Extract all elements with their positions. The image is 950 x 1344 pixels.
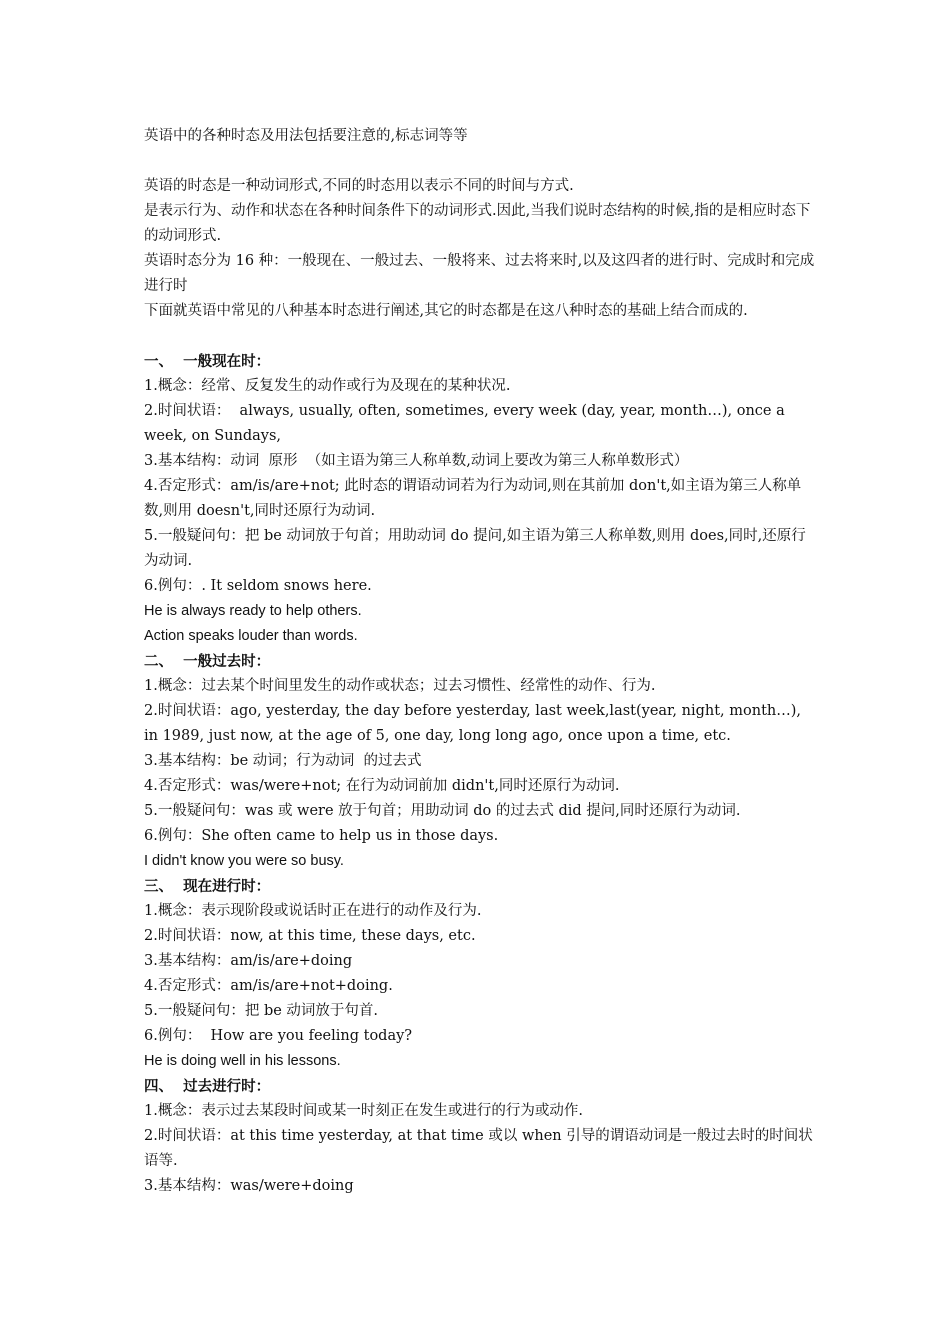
section-line: 6.例句： How are you feeling today? bbox=[144, 1028, 413, 1044]
section-line: 5.一般疑问句：把 be 动词放于句首；用助动词 do 提问,如主语为第三人称单数,则用 does,同时,还原行为动词. bbox=[144, 528, 806, 569]
example-sentence: He is always ready to help others. bbox=[144, 603, 362, 619]
example-sentence: I didn't know you were so busy. bbox=[144, 853, 344, 869]
section-line: 5.一般疑问句：把 be 动词放于句首. bbox=[144, 1003, 379, 1019]
section-line: 4.否定形式：am/is/are+not; 此时态的谓语动词若为行为动词,则在其前加 don't,如主语为第三人称单数,则用 doesn't,同时还原行为动词. bbox=[144, 478, 802, 519]
intro-paragraph: 下面就英语中常见的八种基本时态进行阐述,其它的时态都是在这八种时态的基础上结合而成的. bbox=[144, 303, 748, 319]
section-line: 6.例句：. It seldom snows here. bbox=[144, 578, 372, 594]
section-line: 2.时间状语： always, usually, often, sometimes, every week (day, year, month…), once a week, on Sundays, bbox=[144, 403, 790, 444]
document-body bbox=[144, 124, 816, 1199]
intro-block bbox=[144, 174, 816, 324]
section-line: 3.基本结构：am/is/are+doing bbox=[144, 953, 353, 969]
section-line: 5.一般疑问句：was 或 were 放于句首；用助动词 do 的过去式 did 提问,同时还原行为动词. bbox=[144, 803, 741, 819]
section-simple-present bbox=[144, 349, 816, 649]
section-line: 3.基本结构：be 动词；行为动词 的过去式 bbox=[144, 753, 422, 769]
section-line: 2.时间状语：ago, yesterday, the day before yesterday, last week,last(year, night, month…), in 1989, just now, at the age of 5, one day, long long ago, once upon a time, etc. bbox=[144, 703, 806, 744]
example-sentence: Action speaks louder than words. bbox=[144, 628, 358, 644]
section-line: 2.时间状语：at this time yesterday, at that time 或以 when 引导的谓语动词是一般过去时的时间状语等. bbox=[144, 1128, 813, 1169]
section-line: 2.时间状语：now, at this time, these days, etc. bbox=[144, 928, 476, 944]
section-line: 3.基本结构：动词 原形 （如主语为第三人称单数,动词上要改为第三人称单数形式） bbox=[144, 453, 689, 469]
section-past-continuous bbox=[144, 1074, 816, 1199]
example-sentence: He is doing well in his lessons. bbox=[144, 1053, 341, 1069]
section-heading: 四、 过去进行时： bbox=[144, 1078, 271, 1095]
section-simple-past bbox=[144, 649, 816, 874]
intro-paragraph: 英语的时态是一种动词形式,不同的时态用以表示不同的时间与方式. bbox=[144, 178, 574, 194]
section-heading: 三、 现在进行时： bbox=[144, 878, 271, 895]
section-line: 3.基本结构：was/were+doing bbox=[144, 1178, 354, 1194]
section-line: 4.否定形式：am/is/are+not+doing. bbox=[144, 978, 393, 994]
section-line: 1.概念：表示现阶段或说话时正在进行的动作及行为. bbox=[144, 903, 482, 919]
section-line: 6.例句：She often came to help us in those days. bbox=[144, 828, 499, 844]
section-heading: 二、 一般过去时： bbox=[144, 653, 271, 670]
section-line: 4.否定形式：was/were+not; 在行为动词前加 didn't,同时还原行为动词. bbox=[144, 778, 620, 794]
section-line: 1.概念：表示过去某段时间或某一时刻正在发生或进行的行为或动作. bbox=[144, 1103, 583, 1119]
section-heading: 一、 一般现在时： bbox=[144, 353, 271, 370]
section-present-continuous bbox=[144, 874, 816, 1074]
section-line: 1.概念：过去某个时间里发生的动作或状态；过去习惯性、经常性的动作、行为. bbox=[144, 678, 656, 694]
intro-paragraph: 是表示行为、动作和状态在各种时间条件下的动词形式.因此,当我们说时态结构的时候,指的是相应时态下的动词形式. bbox=[144, 203, 811, 244]
document-title: 英语中的各种时态及用法包括要注意的,标志词等等 bbox=[144, 128, 468, 144]
section-line: 1.概念：经常、反复发生的动作或行为及现在的某种状况. bbox=[144, 378, 511, 394]
intro-paragraph: 英语时态分为 16 种：一般现在、一般过去、一般将来、过去将来时,以及这四者的进行时、完成时和完成进行时 bbox=[144, 253, 815, 294]
